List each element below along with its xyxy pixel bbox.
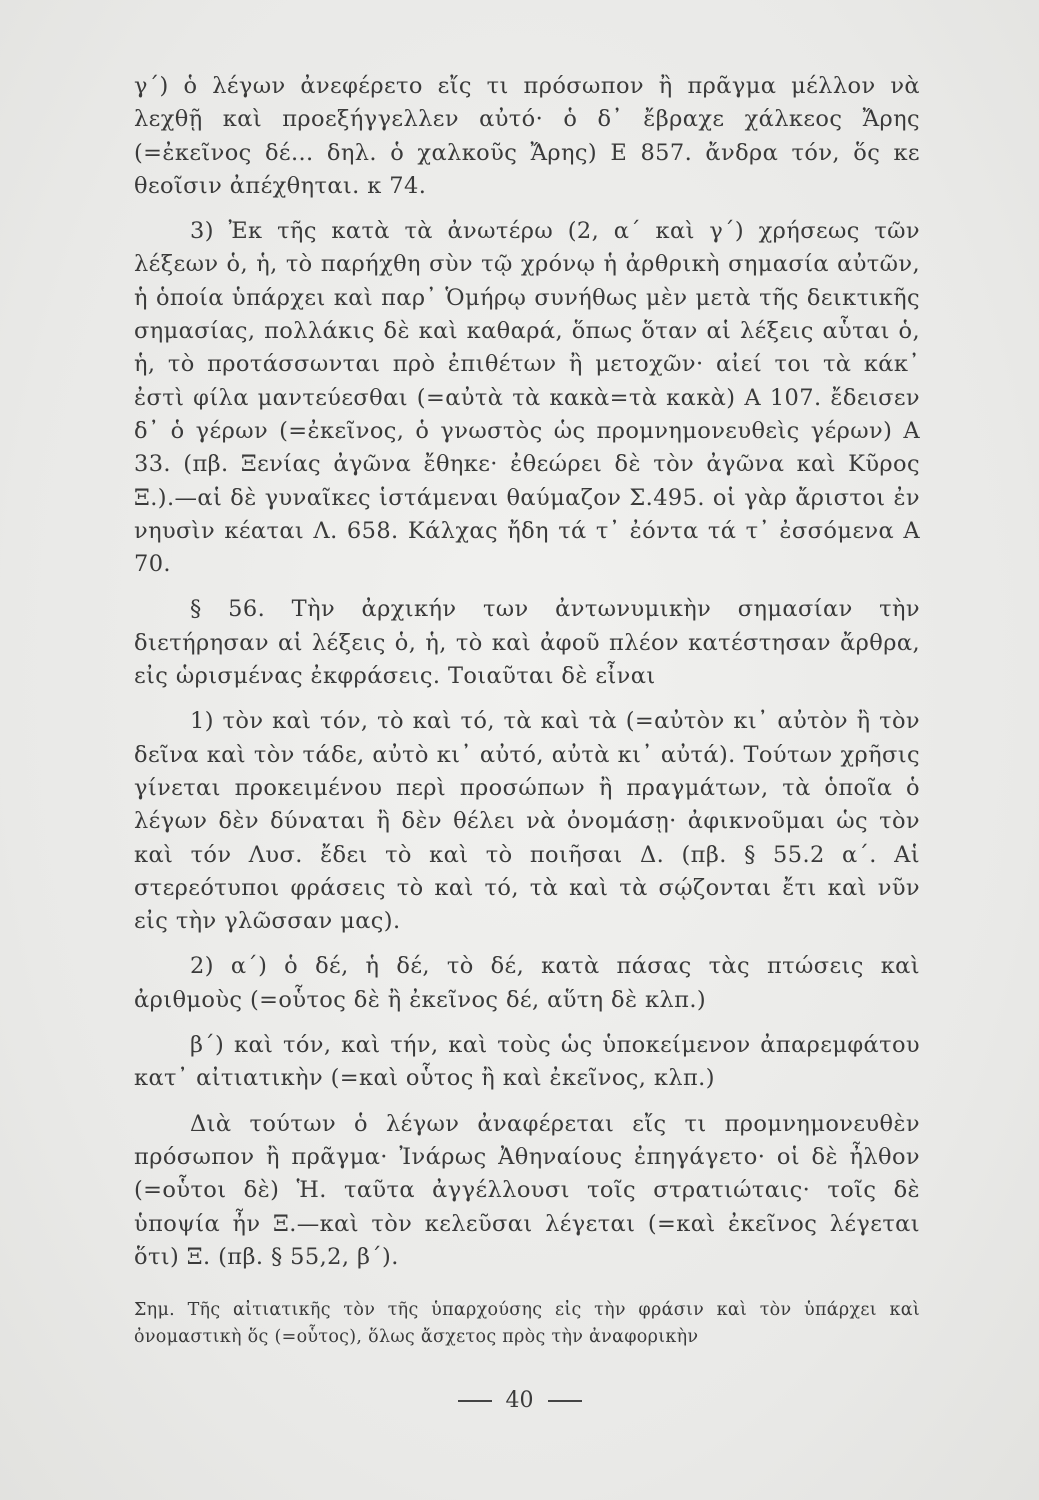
page-number-line (0, 1388, 1039, 1413)
paragraph-reference: Διὰ τούτων ὁ λέγων ἀναφέρεται εἴς τι προμνημονευθὲν πρόσωπον ἢ πρᾶγμα· Ἰνάρως Ἀθηναίους ἐπηγάγετο· οἱ δὲ ἦλθον (=οὗτοι δὲ) Ἡ. ταῦτα ἀγγέλλουσι τοῖς στρατιώταις· τοῖς δὲ ὑποψία ἦν Ξ.—καὶ τὸν κελεῦσαι λέγεται (=καὶ ἐκεῖνος λέγεται ὅτι) Ξ. (πβ. § 55,2, β΄). (134, 1110, 920, 1270)
paragraph-3: 3) Ἐκ τῆς κατὰ τὰ ἀνωτέρω (2, α΄ καὶ γ΄) χρήσεως τῶν λέξεων ὁ, ἡ, τὸ παρήχθη σὺν τῷ χρόνῳ ἡ ἀρθρικὴ σημασία αὐτῶν, ἡ ὁποία ὑπάρχει καὶ παρ᾽ Ὁμήρῳ συνήθως μὲν μετὰ τῆς δεικτικῆς σημασίας, πολλάκις δὲ καὶ καθαρά, ὅπως ὅταν αἱ λέξεις αὗται ὁ, ἡ, τὸ προτάσσωνται πρὸ ἐπιθέτων ἢ μετοχῶν· αἰεί τοι τὰ κάκ᾽ ἐστὶ φίλα μαντεύεσθαι (=αὐτὰ τὰ κακὰ=τὰ κακὰ) Α 107. ἔδεισεν δ᾽ ὁ γέρων (=ἐκεῖνος, ὁ γνωστὸς ὡς προμνημονευθεὶς γέρων) Α 33. (πβ. Ξενίας ἀγῶνα ἔθηκε· ἐθεώρει δὲ τὸν ἀγῶνα καὶ Κῦρος Ξ.).—αἱ δὲ γυναῖκες ἱστάμεναι θαύμαζον Σ.495. οἱ γὰρ ἄριστοι ἐν νηυσὶν κέαται Λ. 658. Κάλχας ἤδη τά τ᾽ ἐόντα τά τ᾽ ἐσσόμενα Α 70. (134, 218, 920, 578)
footnote (134, 1297, 920, 1351)
dash-left (458, 1400, 492, 1402)
body-text (134, 70, 920, 1286)
paragraph-2-beta: β΄) καὶ τόν, καὶ τήν, καὶ τοὺς ὡς ὑποκείμενον ἀπαρεμφάτου κατ᾽ αἰτιατικὴν (=καὶ οὗτος ἢ καὶ ἐκεῖνος, κλπ.) (134, 1032, 920, 1092)
paragraph-section-56: § 56. Τὴν ἀρχικήν των ἀντωνυμικὴν σημασίαν τὴν διετήρησαν αἱ λέξεις ὁ, ἡ, τὸ καὶ ἀφοῦ πλέον κατέστησαν ἄρθρα, εἰς ὡρισμένας ἐκφράσεις. Τοιαῦται δὲ εἶναι (134, 596, 920, 690)
paragraph-2-alpha: 2) α΄) ὁ δέ, ἡ δέ, τὸ δέ, κατὰ πάσας τὰς πτώσεις καὶ ἀριθμοὺς (=οὗτος δὲ ἢ ἐκεῖνος δέ, αὕτη δὲ κλπ.) (134, 953, 920, 1013)
dash-right (548, 1400, 582, 1402)
paragraph-1: 1) τὸν καὶ τόν, τὸ καὶ τό, τὰ καὶ τὰ (=αὐτὸν κι᾽ αὐτὸν ἢ τὸν δεῖνα καὶ τὸν τάδε, αὐτὸ κι᾽ αὐτό, αὐτὰ κι᾽ αὐτά). Τούτων χρῆσις γίνεται προκειμένου περὶ προσώπων ἢ πραγμάτων, τὰ ὁποῖα ὁ λέγων δὲν δύναται ἢ δὲν θέλει νὰ ὀνομάσῃ· ἀφικνοῦμαι ὡς τὸν καὶ τόν Λυσ. ἔδει τὸ καὶ τὸ ποιῆσαι Δ. (πβ. § 55.2 α΄. Αἱ στερεότυποι φράσεις τὸ καὶ τό, τὰ καὶ τὰ σῴζονται ἔτι καὶ νῦν εἰς τὴν γλῶσσαν μας). (134, 708, 920, 935)
footnote-text: Σημ. Τῆς αἰτιατικῆς τὸν τῆς ὑπαρχούσης εἰς τὴν φράσιν καὶ τὸν ὑπάρχει καὶ ὀνομαστικὴ ὅς (=οὗτος), ὅλως ἄσχετος πρὸς τὴν ἀναφορικὴν (134, 1300, 920, 1347)
paragraph-gamma: γ΄) ὁ λέγων ἀνεφέρετο εἴς τι πρόσωπον ἢ πρᾶγμα μέλλον νὰ λεχθῇ καὶ προεξήγγελλεν αὐτό· ὁ δ᾽ ἔβραχε χάλκεος Ἄρης (=ἐκεῖνος δέ... δηλ. ὁ χαλκοῦς Ἄρης) Ε 857. ἄνδρα τόν, ὅς κε θεοῖσιν ἀπέχθηται. κ 74. (134, 73, 920, 199)
page-number: 40 (505, 1388, 534, 1413)
